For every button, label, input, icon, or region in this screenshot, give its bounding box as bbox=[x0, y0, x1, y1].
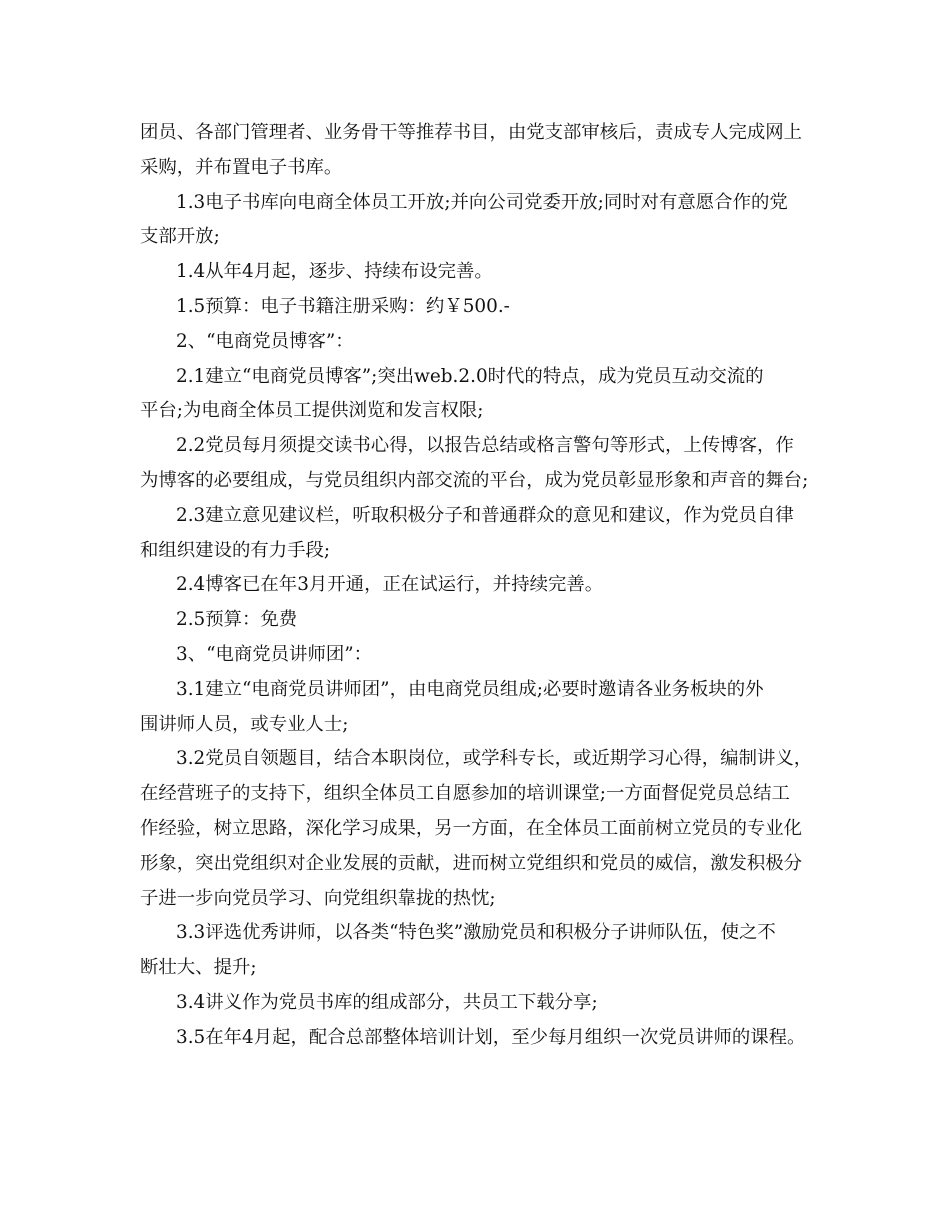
text-line: 3.2党员自领题目，结合本职岗位，或学科专长，或近期学习心得，编制讲义， bbox=[176, 748, 813, 770]
text-line: 2.4博客已在年3月开通，正在试运行，并持续完善。 bbox=[176, 574, 604, 596]
text-line: 2.5预算：免费 bbox=[176, 609, 298, 631]
text-line: 1.4从年4月起，逐步、持续布设完善。 bbox=[176, 261, 493, 283]
text-line: 3.3评选优秀讲师，以各类“特色奖”激励党员和积极分子讲师队伍，使之不 bbox=[176, 922, 776, 944]
text-line: 3.1建立“电商党员讲师团”，由电商党员组成;必要时邀请各业务板块的外 bbox=[176, 678, 764, 700]
text-line: 和组织建设的有力手段; bbox=[140, 539, 331, 561]
text-line: 3.5在年4月起，配合总部整体培训计划，至少每月组织一次党员讲师的课程。 bbox=[176, 1026, 806, 1048]
text-line: 采购，并布置电子书库。 bbox=[140, 156, 343, 178]
text-line: 在经营班子的支持下，组织全体员工自愿参加的培训课堂;一方面督促党员总结工 bbox=[140, 783, 790, 805]
text-line: 为博客的必要组成，与党员组织内部交流的平台，成为党员彰显形象和声音的舞台; bbox=[140, 469, 809, 491]
text-line: 团员、各部门管理者、业务骨干等推荐书目，由党支部审核后，责成专人完成网上 bbox=[140, 122, 803, 143]
text-line: 支部开放; bbox=[140, 226, 220, 248]
text-line: 2.2党员每月须提交读书心得，以报告总结或格言警句等形式，上传博客，作 bbox=[176, 435, 794, 457]
text-line: 围讲师人员，或专业人士; bbox=[140, 713, 349, 735]
text-line: 1.5预算：电子书籍注册采购：约￥500.- bbox=[176, 295, 510, 317]
text-line: 子进一步向党员学习、向党组织靠拢的热忱; bbox=[140, 887, 496, 909]
section-heading: 3、“电商党员讲师团”： bbox=[176, 643, 373, 665]
text-line: 2.3建立意见建议栏，听取积极分子和普通群众的意见和建议，作为党员自律 bbox=[176, 504, 794, 526]
document-body bbox=[140, 116, 820, 1056]
text-line: 作经验，树立思路，深化学习成果，另一方面，在全体员工面前树立党员的专业化 bbox=[140, 817, 803, 839]
text-line: 3.4讲义作为党员书库的组成部分，共员工下载分享; bbox=[176, 991, 598, 1013]
text-line: 平台;为电商全体员工提供浏览和发言权限; bbox=[140, 400, 484, 422]
section-heading: 2、“电商党员博客”： bbox=[176, 330, 354, 352]
text-line: 2.1建立“电商党员博客”;突出web.2.0时代的特点，成为党员互动交流的 bbox=[176, 365, 764, 387]
text-line: 1.3电子书库向电商全体员工开放;并向公司党委开放;同时对有意愿合作的党 bbox=[176, 191, 788, 213]
text-line: 断壮大、提升; bbox=[140, 957, 257, 979]
text-line: 形象，突出党组织对企业发展的贡献，进而树立党组织和党员的威信，激发积极分 bbox=[140, 852, 803, 874]
